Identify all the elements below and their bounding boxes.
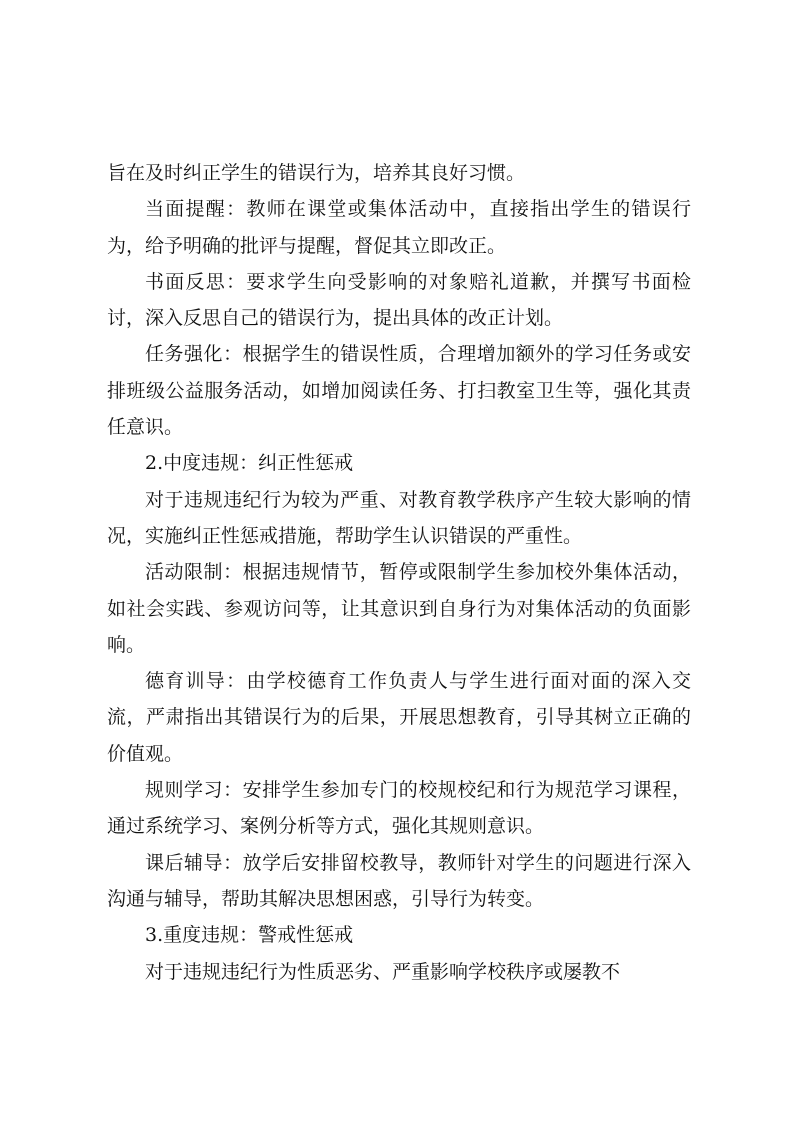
paragraph-task-reinforcement: 任务强化：根据学生的错误性质，合理增加额外的学习任务或安排班级公益服务活动，如增加阅读任务、打扫教室卫生等，强化其责任意识。: [107, 343, 691, 439]
paragraph-written-reflection: 书面反思：要求学生向受影响的对象赔礼道歉，并撰写书面检讨，深入反思自己的错误行为，提出具体的改正计划。: [107, 270, 691, 330]
paragraph-severe-intro: 对于违规违纪行为性质恶劣、严重影响学校秩序或屡教不: [145, 960, 621, 983]
paragraph-face-to-face-reminder: 当面提醒：教师在课堂或集体活动中，直接指出学生的错误行为，给予明确的批评与提醒，督促其立即改正。: [107, 198, 691, 257]
section-heading-severe-violation: 3.重度违规：警戒性惩戒: [145, 924, 354, 947]
section-heading-moderate-violation: 2.中度违规：纠正性惩戒: [145, 452, 354, 475]
paragraph-rules-study: 规则学习：安排学生参加专门的校规校纪和行为规范学习课程，通过系统学习、案例分析等方式，强化其规则意识。: [107, 779, 691, 838]
paragraph-after-school-tutoring: 课后辅导：放学后安排留校教导，教师针对学生的问题进行深入沟通与辅导，帮助其解决思想困惑，引导行为转变。: [107, 851, 691, 910]
document-body: [107, 155, 691, 990]
paragraph-moral-guidance: 德育训导：由学校德育工作负责人与学生进行面对面的深入交流，严肃指出其错误行为的后果，开展思想教育，引导其树立正确的价值观。: [107, 670, 691, 765]
paragraph-continuation: 旨在及时纠正学生的错误行为，培养其良好习惯。: [107, 162, 526, 184]
paragraph-activity-restriction: 活动限制：根据违规情节，暂停或限制学生参加校外集体活动，如社会实践、参观访问等，让其意识到自身行为对集体活动的负面影响。: [107, 561, 691, 656]
paragraph-moderate-intro: 对于违规违纪行为较为严重、对教育教学秩序产生较大影响的情况，实施纠正性惩戒措施，帮助学生认识错误的严重性。: [107, 488, 691, 547]
